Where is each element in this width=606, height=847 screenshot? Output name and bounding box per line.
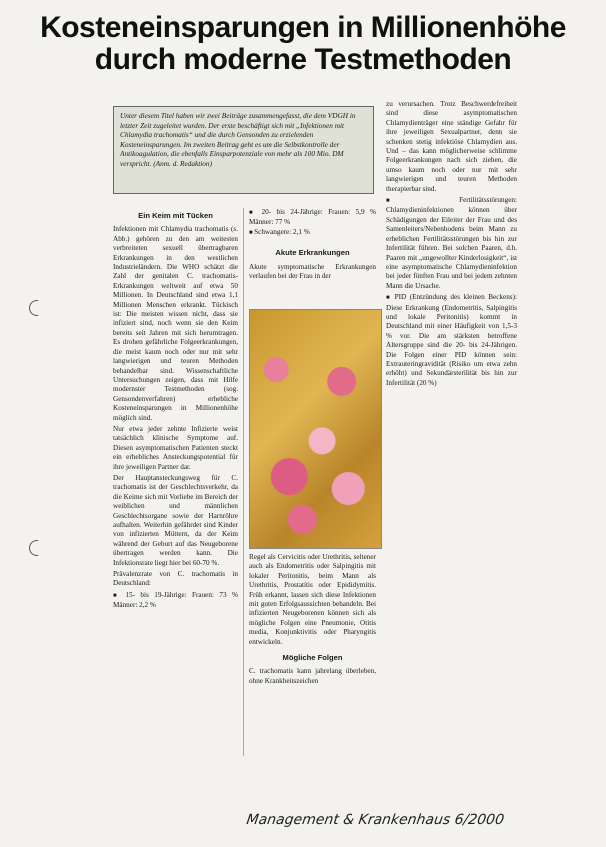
punch-hole-mark [29,540,38,556]
headline-line-1: Kosteneinsparungen in Millionenhöhe [40,11,566,44]
bullet-item: ■ 20- bis 24-Jährige: Frauen: 5,9 % Männer: 77 % [249,208,376,228]
handwritten-signature: Management & Krankenhaus 6/2000 [245,812,506,828]
bullet-item: ■ 15- bis 19-Jährige: Frauen: 73 % Männer: 2,2 % [113,591,238,611]
bullet-item: ■ PID (Entzündung des kleinen Beckens): Diese Erkrankung (Endometritis, Salpingitis und lokale Peritonitis) kommt in Deutschland mit einer Häufigkeit von 1,5-3 % vor. Die am stärksten betroffene Altersgruppe sind die 20- bis 24-Jährigen. Die Folgen einer PID können sein: Extrauteringravidität (Risiko um etwa zehn erhöht) und Sekundärsterilität bis hin zur Infertilität (20 %) [386,293,517,388]
paragraph: Der Hauptansteckungsweg für C. trachomatis ist der Geschlechtsverkehr, da die Keime sich mit Vorliebe im Bereich der weiblichen und männlichen Geschlechtsorgane sowie der Harnröhre aufhalten. Weiterhin gefährdet sind Kinder von infizierten Müttern, da der Keim während der Geburt auf das Neugeborene übertragen werden kann. Die Infektionsrate liegt hier bei 60-70 %. [113,473,238,567]
bullet-item: ■ Fertilitätsstörungen: Chlamydieninfektionen können über Schädigungen der Eileiter der Frau und des Samenleiters/Nebenhodens beim Mann zu erheblichen Fertilitätsstörungen bis hin zur Infertilität führen. Bei solchen Paaren, d.h. Paaren mit „ungewollter Kinderlosigkeit“, ist eine asymptomatische Chlamydieninfektion bei jeder fünften Frau und bei jedem zehnten Mann die Ursache. [386,196,517,291]
paragraph: Regel als Cervicitis oder Urethritis, seltener auch als Endometritis oder Salpingitis mit lokaler Peritonitis, beim Mann als Urethritis, Prostatitis oder Epididymitis. Früh erkannt, lassen sich diese Infektionen mit guten Erfolgsaussichten behandeln. Bei infizierten Neugeborenen können sich als mögliche Folgen eine Pneumonie, Otitis media, Konjunktivitis oder Pharyngitis entwickeln. [249,553,376,646]
paragraph: Akute symptomatische Erkrankungen verlaufen bei der Frau in der [249,262,376,281]
punch-hole-mark [29,300,38,316]
middle-column-top [249,208,376,308]
paragraph: Nur etwa jeder zehnte Infizierte weist tatsächlich klinische Symptome auf. Diesen asymptomatischen Patienten steckt ein erhebliches Ansteckungspotential für ihre jeweiligen Partner dar. [113,424,238,471]
paragraph: Prävalenzrate von C. trachomatis in Deutschland: [113,570,238,588]
headline-line-2: durch moderne Testmethoden [94,43,512,76]
bullet-item: ■ Schwangere: 2,1 % [249,228,376,238]
subheading-akute: Akute Erkrankungen [275,248,350,258]
left-column [113,208,244,756]
intro-box: Unter diesem Titel haben wir zwei Beiträge zusammengefasst, die dem VDGH in letzter Zeit zugeleitet wurden. Der erste beschäftigt sich mit „Infektionen mit Chlamydia trachomatis“ und die durch Gensonden zu erzielenden Kosteneinsparungen. Im zweiten Beitrag geht es um die Selbstkontrolle der Antikoagulation, die ebenfalls Einsparpotenziale von mehr als 100 Mio. DM verspricht. (Anm. d. Redaktion) [113,106,374,194]
paragraph: Infektionen mit Chlamydia trachomatis (s. Abb.) gehören zu den am weitesten verbreiteten sexuell übertragbaren Erkrankungen in den westlichen Industrieländern. Die WHO schätzt die Zahl der genitalen C. trachomatis-Erkrankungen weltweit auf etwa 50 Millionen. In Deutschland sind etwa 1,1 Millionen Menschen erkrankt. Tückisch ist: Die meisten wissen nicht, dass sie infiziert sind, noch wenn sie den Keim bereits seit Jahren mit sich herumtragen. Es drohen gefährliche Folgeerkrankungen, die meist kaum noch oder nur mit sehr langwierigen und teuren Methoden behandelbar sind. Wissenschaftliche Untersuchungen zeigen, dass mit Hilfe modernster Testmethoden (sog. Gensondenverfahren) erhebliche Kosteneinsparungen in Millionenhöhe möglich sind. [113,225,238,422]
chlamydia-micrograph [249,309,382,549]
middle-column-bottom [249,553,376,753]
headline [0,12,606,76]
paragraph: zu verursachen. Trotz Beschwerdefreiheit sind diese asymptomatischen Chlamydienträger eine ständige Gefahr für ihre jeweiligen Sexualpartner, denn sie schenken stetig infektiöse Chlamydien aus. Und – das kann möglicherweise schlimme Folgeerkrankungen nach sich ziehen, die umso kaum noch oder nur mit sehr langwierigen und teuren Methoden therapierbar sind. [386,100,517,193]
subheading-folgen: Mögliche Folgen [282,653,343,663]
subheading-keim: Ein Keim mit Tücken [138,211,213,220]
paragraph: C. trachomatis kann jahrelang überleben, ohne Krankheitszeichen [249,667,376,685]
right-column [386,100,517,600]
